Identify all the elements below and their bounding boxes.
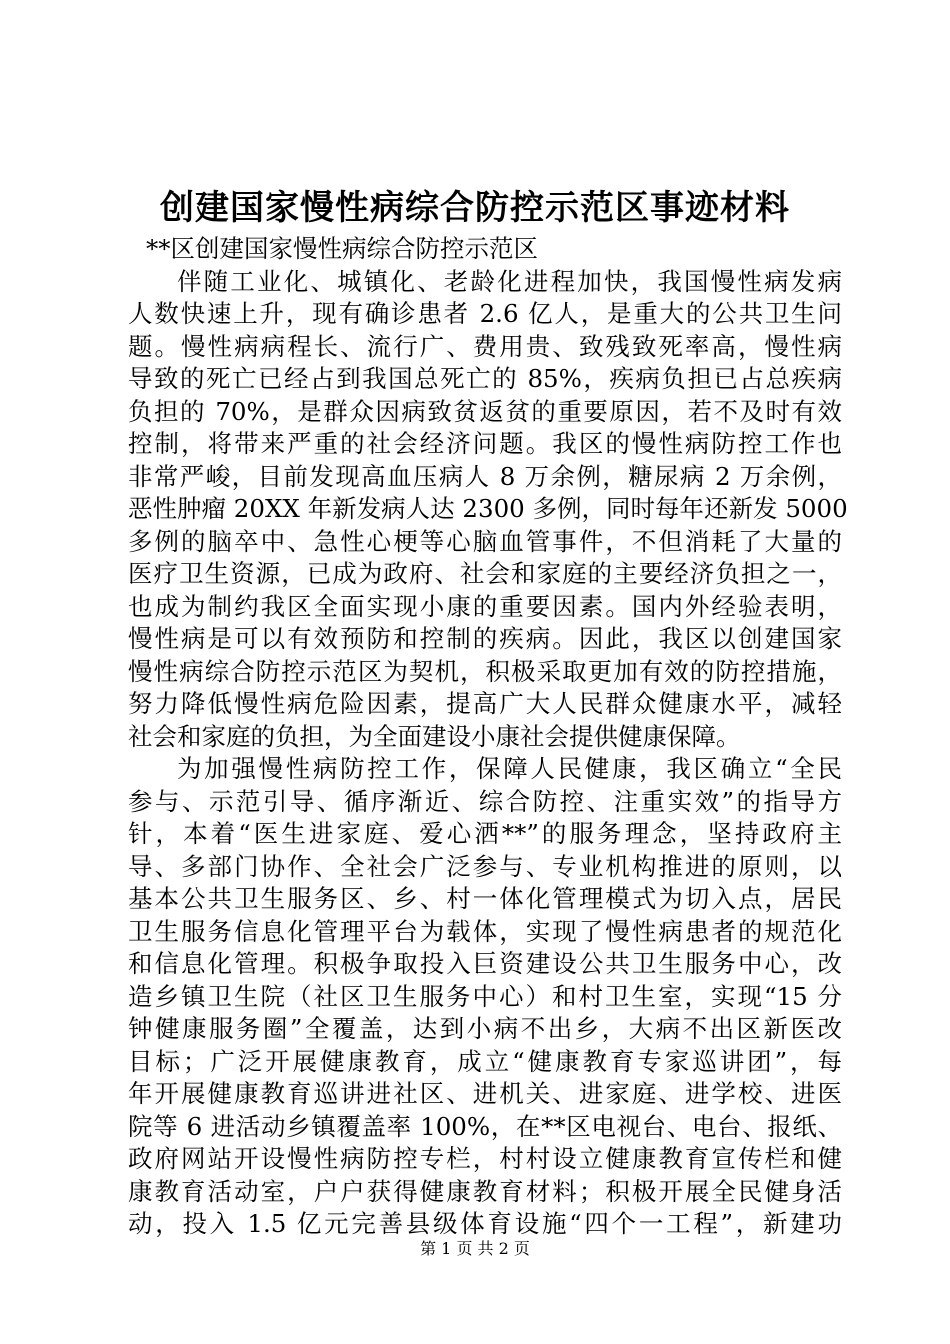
text-line: 慢性病综合防控示范区为契机，积极采取更加有效的防控措施，: [128, 656, 842, 686]
paragraph-2: [128, 753, 842, 1241]
document-subtitle: **区创建国家慢性病综合防控示范区: [146, 234, 538, 263]
text-line: 人数快速上升，现有确诊患者 2.6 亿人，是重大的公共卫生问: [128, 299, 842, 328]
paragraph-1: [128, 266, 848, 754]
text-line: 钟健康服务圈”全覆盖，达到小病不出乡，大病不出区新医改: [128, 1014, 842, 1043]
text-line: 和信息化管理。积极争取投入巨资建设公共卫生服务中心，改: [128, 949, 842, 978]
text-line: 基本公共卫生服务区、乡、村一体化管理模式为切入点，居民: [128, 884, 842, 913]
document-body: [128, 233, 848, 1241]
text-line: 努力降低慢性病危险因素，提高广大人民群众健康水平，减轻: [128, 689, 842, 718]
text-line: 为加强慢性病防控工作，保障人民健康，我区确立“全民: [177, 754, 842, 783]
text-line: 也成为制约我区全面实现小康的重要因素。国内外经验表明，: [128, 591, 842, 621]
text-line: 控制，将带来严重的社会经济问题。我区的慢性病防控工作也: [128, 429, 842, 458]
text-line: 导致的死亡已经占到我国总死亡的 85%，疾病负担已占总疾病: [128, 364, 842, 393]
text-line: 伴随工业化、城镇化、老龄化进程加快，我国慢性病发病: [177, 266, 842, 296]
text-line: 造乡镇卫生院（社区卫生服务中心）和村卫生室，实现“15 分: [128, 981, 842, 1011]
text-line: 动，投入 1.5 亿元完善县级体育设施“四个一工程”，新建功: [128, 1209, 842, 1238]
document-title: 创建国家慢性病综合防控示范区事迹材料: [160, 188, 790, 228]
text-line: 非常严峻，目前发现高血压病人 8 万余例，糖尿病 2 万余例，: [128, 461, 842, 491]
text-line: 题。慢性病病程长、流行广、费用贵、致残致死率高，慢性病: [128, 331, 842, 361]
text-line: 负担的 70%，是群众因病致贫返贫的重要原因，若不及时有效: [128, 396, 842, 426]
text-line: 针，本着“医生进家庭、爱心洒**”的服务理念，坚持政府主: [128, 819, 842, 848]
text-line: 导、多部门协作、全社会广泛参与、专业机构推进的原则，以: [128, 851, 842, 881]
text-line: 院等 6 进活动乡镇覆盖率 100%，在**区电视台、电台、报纸、: [128, 1111, 842, 1141]
text-line: 医疗卫生资源，已成为政府、社会和家庭的主要经济负担之一，: [128, 559, 842, 588]
text-line: 恶性肿瘤 20XX 年新发病人达 2300 多例，同时每年还新发 5000: [128, 494, 848, 523]
page-footer: 第 1 页 共 2 页: [420, 1239, 530, 1258]
text-line: 政府网站开设慢性病防控专栏，村村设立健康教育宣传栏和健: [128, 1144, 842, 1173]
text-line: 参与、示范引导、循序渐近、综合防控、注重实效”的指导方: [128, 786, 842, 816]
text-line: 多例的脑卒中、急性心梗等心脑血管事件，不但消耗了大量的: [128, 526, 842, 556]
text-line: 社会和家庭的负担，为全面建设小康社会提供健康保障。: [128, 721, 741, 751]
text-line: 康教育活动室，户户获得健康教育材料；积极开展全民健身活: [128, 1176, 842, 1206]
text-line: 目标；广泛开展健康教育，成立“健康教育专家巡讲团”，每: [128, 1046, 842, 1076]
text-line: 年开展健康教育巡讲进社区、进机关、进家庭、进学校、进医: [128, 1079, 842, 1108]
text-line: 卫生服务信息化管理平台为载体，实现了慢性病患者的规范化: [128, 916, 842, 946]
text-line: 慢性病是可以有效预防和控制的疾病。因此，我区以创建国家: [128, 624, 842, 653]
